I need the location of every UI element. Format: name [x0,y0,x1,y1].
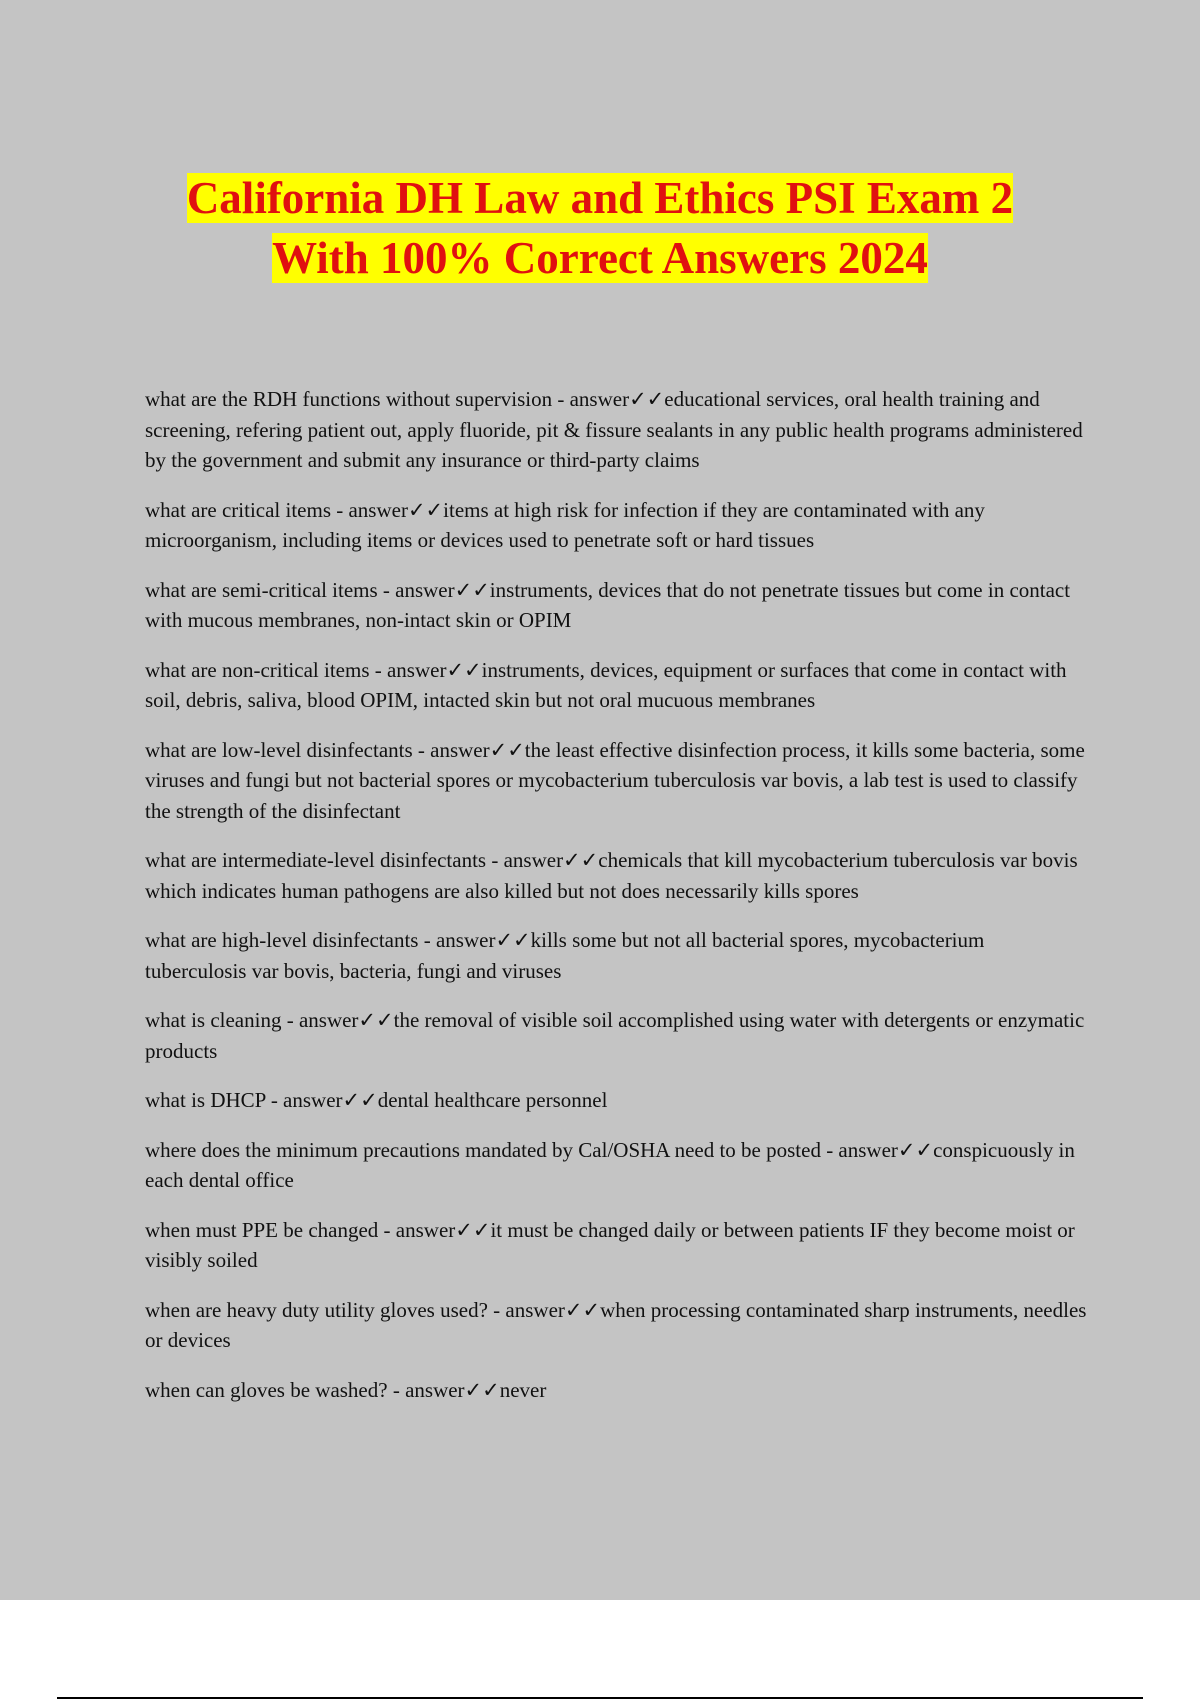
title-line-1: California DH Law and Ethics PSI Exam 2 [186,173,1014,223]
qa-entry: what are non-critical items - answer✓✓instruments, devices, equipment or surfaces that come in contact with soil, debris, saliva, blood OPIM, intacted skin but not oral mucuous membranes [145,657,1067,712]
page-divider [57,1697,1143,1699]
qa-entry: when are heavy duty utility gloves used? - answer✓✓when processing contaminated sharp instruments, needles or devices [145,1297,1087,1352]
qa-entry: when must PPE be changed - answer✓✓it must be changed daily or between patients IF they become moist or visibly soiled [145,1217,1075,1272]
qa-entry: what are critical items - answer✓✓items at high risk for infection if they are contaminated with any microorganism, including items or devices used to penetrate soft or hard tissues [145,497,985,552]
qa-list [145,384,1090,1424]
qa-entry: what is DHCP - answer✓✓dental healthcare personnel [145,1088,608,1112]
title-line-2: With 100% Correct Answers 2024 [272,233,928,283]
qa-entry: what are semi-critical items - answer✓✓instruments, devices that do not penetrate tissues but come in contact with mucous membranes, non-intact skin or OPIM [145,577,1071,632]
qa-entry: when can gloves be washed? - answer✓✓never [145,1377,547,1402]
qa-entry: what are high-level disinfectants - answer✓✓kills some but not all bacterial spores, mycobacterium tuberculosis var bovis, bacteria, fungi and viruses [145,928,985,983]
qa-entry: what are low-level disinfectants - answer✓✓the least effective disinfection process, it kills some bacteria, some viruses and fungi but not bacterial spores or mycobacterium tuberculosis var bovis, a lab test is used to classify the strength of the disinfectant [145,737,1085,823]
qa-entry: what are the RDH functions without supervision - answer✓✓educational services, oral health training and screening, refering patient out, apply fluoride, pit & fissure sealants in any public health programs administered by the government and submit any insurance or third-party claims [145,387,1083,472]
document-title [0,168,1200,288]
qa-entry: what is cleaning - answer✓✓the removal of visible soil accomplished using water with detergents or enzymatic products [145,1008,1085,1063]
qa-entry: what are intermediate-level disinfectants - answer✓✓chemicals that kill mycobacterium tuberculosis var bovis which indicates human pathogens are also killed but not does necessarily kills spores [145,848,1078,903]
qa-entry: where does the minimum precautions mandated by Cal/OSHA need to be posted - answer✓✓conspicuously in each dental office [145,1137,1075,1192]
